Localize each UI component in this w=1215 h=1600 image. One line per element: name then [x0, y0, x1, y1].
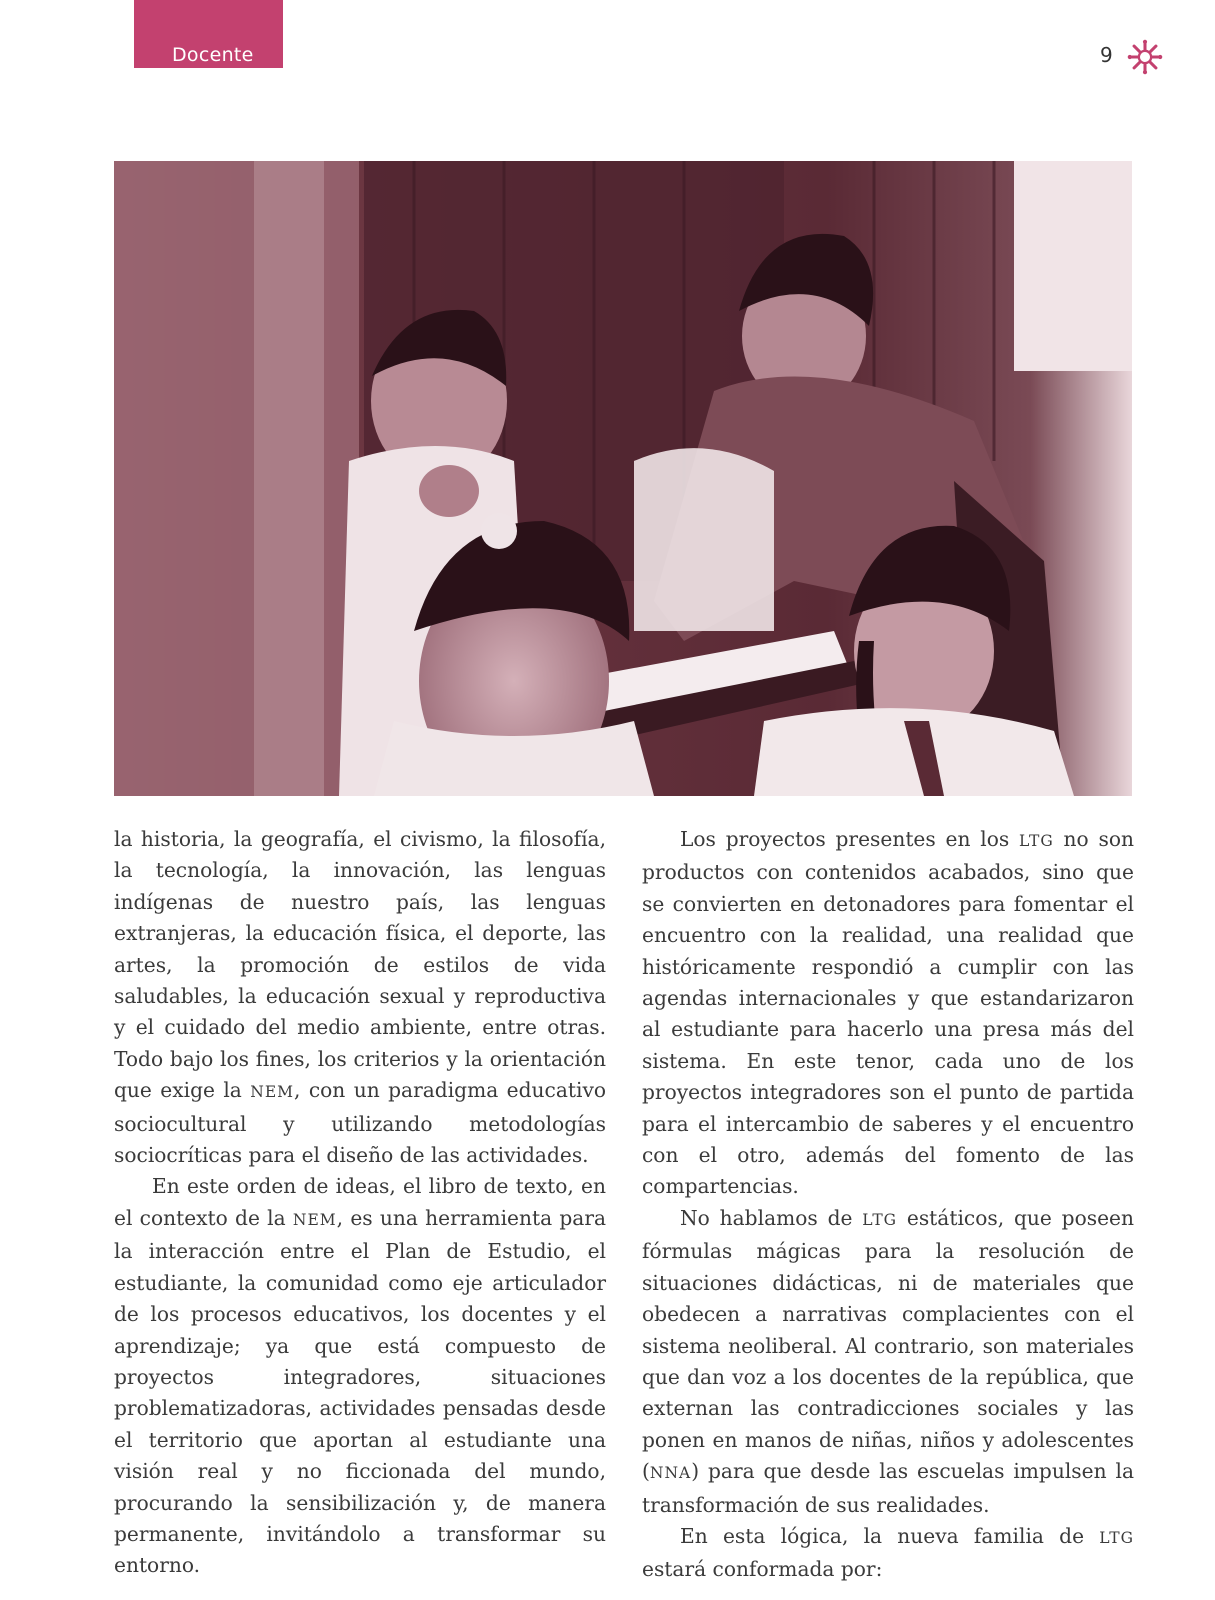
paragraph-text: , con un paradigma educativo sociocultural y utilizando metodologías sociocríticas para el diseño de las actividades. — [114, 1078, 607, 1168]
paragraph-text: En este orden de ideas, el libro de texto, en el contexto de la — [114, 1174, 606, 1230]
section-label: Docente — [172, 44, 254, 66]
paragraph — [642, 824, 1134, 1203]
paragraph-text: No hablamos de — [680, 1205, 863, 1230]
paragraph-text: ) para que desde las escuelas impulsen la transformación de sus realidades. — [642, 1459, 1134, 1517]
right-column — [642, 824, 1134, 1586]
paragraph-text: la historia, la geografía, el civismo, la filosofía, la tecnología, la innovación, las lenguas indígenas de nuestro país, las lenguas extranjeras, la educación física, el deporte, las artes, la promoción de estilos de vida saludables, la educación sexual y reproductiva y el cuidado del medio ambiente, entre otras. Todo bajo los fines, los criterios y la orientación que exige la — [114, 827, 606, 1103]
paragraph-text: , es una herramienta para la interacción entre el Plan de Estudio, el estudiante, la comunidad como eje articulador de los procesos educativos, los docentes y el aprendizaje; ya que está compuesto de proyectos integradores, situaciones problematizadoras, actividades pensadas desde el territorio que aportan al estudiante una visión real y no ficcionada del mundo, procurando la sensibilización y, de manera permanente, invitándolo a transformar su entorno. — [114, 1205, 607, 1578]
abbreviation: NEM — [292, 1210, 337, 1229]
paragraph — [114, 1171, 606, 1581]
paragraph-text: En esta lógica, la nueva familia de — [680, 1523, 1100, 1548]
left-column — [114, 824, 606, 1582]
classroom-photo — [114, 161, 1132, 796]
section-tab — [134, 0, 283, 68]
paragraph-text: Los proyectos presentes en los — [680, 827, 1020, 851]
paragraph — [642, 1521, 1134, 1586]
paragraph-text: no son productos con contenidos acabados, sino que se convierten en detonadores para fomentar el encuentro con la realidad, una realidad que históricamente respondió a cumplir con las agendas internacionales y que estandarizaron al estudiante para hacerlo una presa más del sistema. En este tenor, cada uno de los proyectos integradores son el punto de partida para el intercambio de saberes y el encuentro con el otro, además del fomento de las compartencias. — [642, 827, 1134, 1199]
paragraph-text: estará conformada por: — [642, 1557, 883, 1582]
abbreviation: NNA — [649, 1464, 692, 1483]
abbreviation: NEM — [250, 1083, 295, 1102]
paragraph — [642, 1203, 1134, 1521]
pink-asterisk-icon — [1126, 38, 1164, 76]
paragraph-text: estáticos, que poseen fórmulas mágicas para la resolución de situaciones didácticas, ni de materiales que obedecen a narrativas complacientes con el sistema neoliberal. Al contrario, son materiales que dan voz a los docentes de la república, que externan las contradicciones sociales y las ponen en manos de niñas, niños y adolescentes ( — [642, 1205, 1134, 1484]
page-number: 9 — [1100, 43, 1113, 67]
abbreviation: LTG — [1099, 1528, 1134, 1547]
paragraph — [114, 824, 606, 1171]
abbreviation: LTG — [1019, 832, 1054, 850]
abbreviation: LTG — [862, 1210, 898, 1229]
